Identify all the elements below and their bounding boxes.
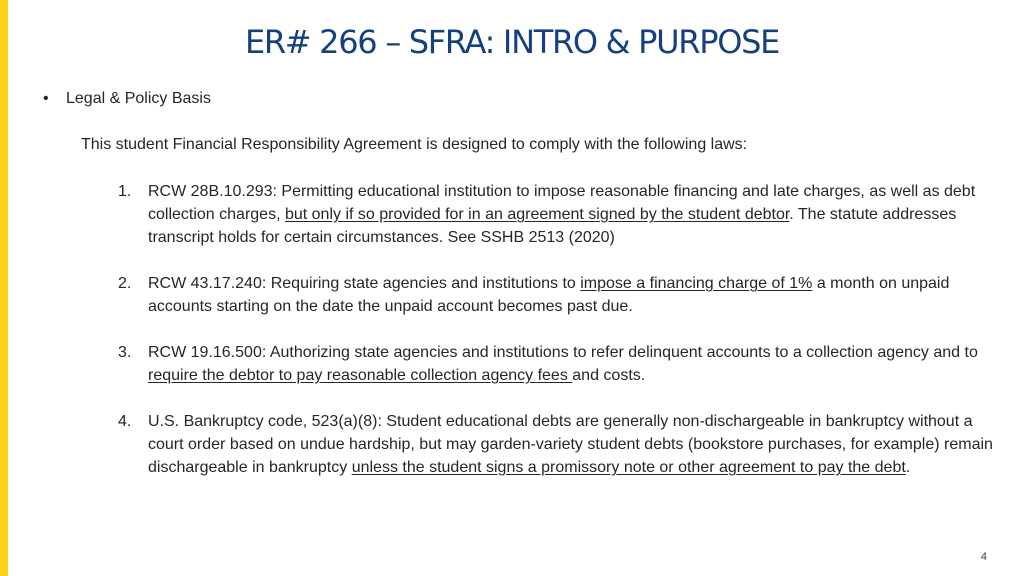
law-item [118,410,1008,479]
law-text-underlined: impose a financing charge of 1% [580,275,813,292]
bullet-item [43,88,211,110]
law-number: 4. [118,413,132,430]
law-text-end: . [905,459,911,476]
intro-text: This student Financial Responsibility Agreement is designed to comply with the following laws: [81,136,748,153]
law-text [148,275,949,315]
law-number: 1. [118,183,132,200]
bullet-label: Legal & Policy Basis [66,90,211,107]
page-number: 4 [980,551,987,563]
law-item [118,341,1008,387]
accent-bar [0,0,8,576]
bullet-icon: • [43,90,49,107]
law-number: 3. [118,344,132,361]
law-item [118,272,1008,318]
law-text-underlined: require the debtor to pay reasonable collection agency fees [148,367,573,384]
law-text-underlined: but only if so provided for in an agreement signed by the student debtor [284,206,790,223]
law-text-start: RCW 28B.10.293: Permitting educational institution to impose reasonable financing and late charges, as well as debt collection charges, [148,183,976,223]
law-text [148,413,993,476]
law-number: 2. [118,275,132,292]
law-text-start: U.S. Bankruptcy code, 523(a)(8): Student educational debts are generally non-dischargeable in bankruptcy without a court order based on undue hardship, but may garden-variety student debts (bookstore purchases, for example) remain dischargeable in bankruptcy [148,413,993,476]
law-item [118,180,1008,249]
law-text [148,183,975,246]
law-text-start: RCW 19.16.500: Authorizing state agencies and institutions to refer delinquent accounts to a collection agency and to [148,344,978,361]
law-text-underlined: unless the student signs a promissory note or other agreement to pay the debt [351,459,906,476]
law-text-start: RCW 43.17.240: Requiring state agencies and institutions to [148,275,581,292]
law-text-end: . The statute addresses transcript holds for certain circumstances. See SSHB 2513 (2020) [148,206,957,246]
law-text-end: and costs. [572,367,646,384]
law-text-end: a month on unpaid accounts starting on the date the unpaid account becomes past due. [148,275,950,315]
law-text [148,344,978,384]
law-list [118,180,1008,502]
slide-title: ER# 266 – SFRA: INTRO & PURPOSE [244,23,780,61]
